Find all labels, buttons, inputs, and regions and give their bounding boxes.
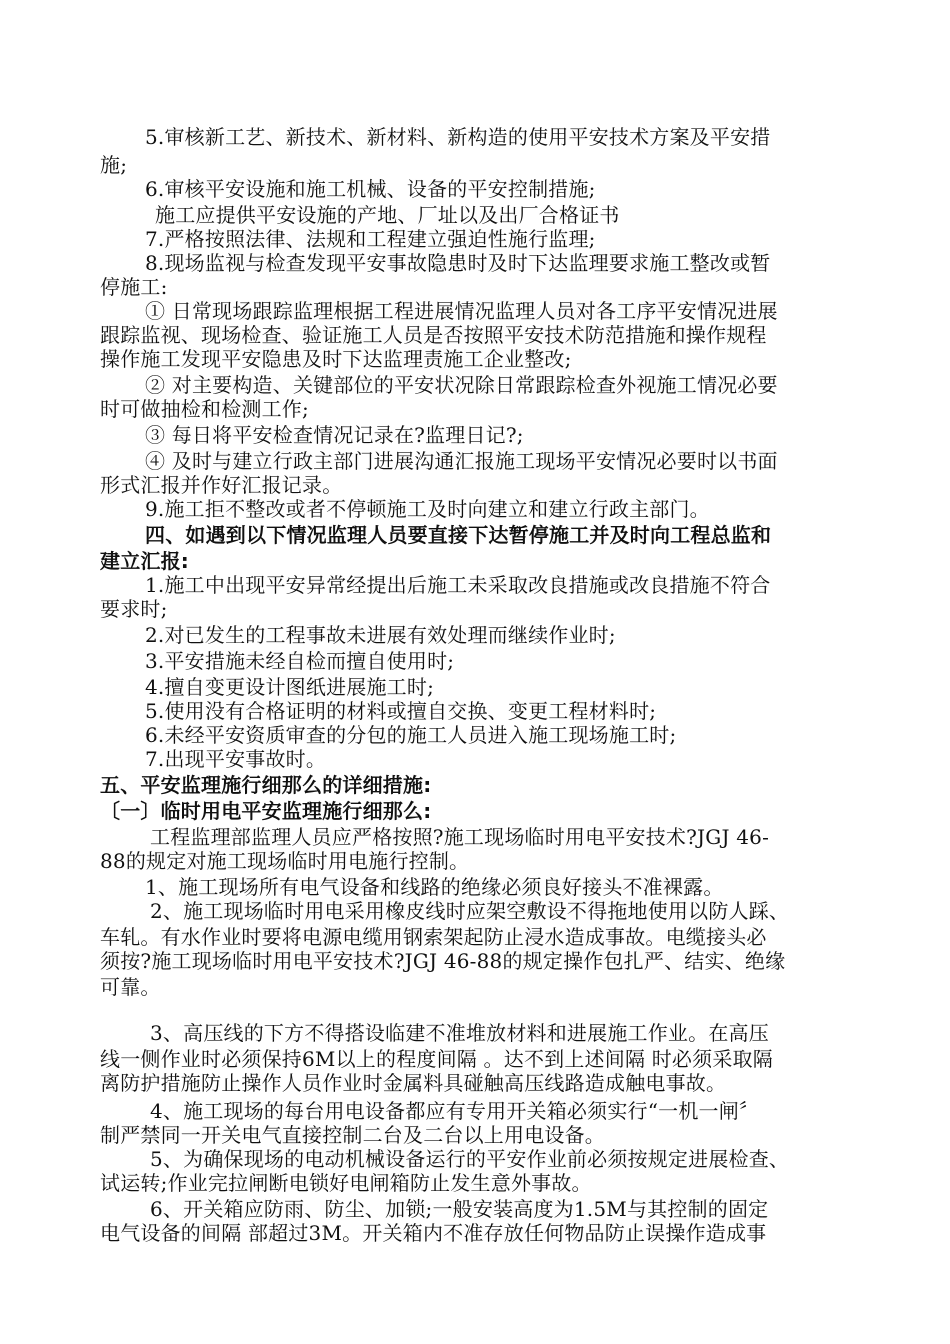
text-line: 试运转;作业完拉闸断电锁好电闸箱防止发生意外事故。 [100, 1171, 592, 1195]
text-line: 4、施工现场的每台用电设备都应有专用开关箱必须实行“一机一闸〞 [150, 1099, 760, 1123]
text-line: 施; [100, 153, 128, 177]
text-line: 制严禁同一开关电气直接控制二台及二台以上用电设备。 [100, 1123, 605, 1147]
text-line: ③ 每日将平安检查情况记录在?监理日记?; [145, 423, 524, 447]
text-line: 3、高压线的下方不得搭设临建不准堆放材料和进展施工作业。在高压 [150, 1021, 769, 1045]
text-line: 离防护措施防止操作人员作业时金属料具碰触高压线路造成触电事故。 [100, 1071, 727, 1095]
text-line: 可靠。 [100, 975, 161, 999]
section-heading: 四、如遇到以下情况监理人员要直接下达暂停施工并及时向工程总监和 [145, 523, 772, 547]
text-line: 3.平安措施未经自检而擅自使用时; [145, 649, 455, 673]
text-line: ② 对主要构造、关键部位的平安状况除日常跟踪检查外视施工情况必要 [145, 373, 778, 397]
section-heading: 建立汇报: [100, 549, 189, 573]
text-line: 5.审核新工艺、新技术、新材料、新构造的使用平安技术方案及平安措 [145, 125, 771, 149]
text-line: 7.严格按照法律、法规和工程建立强迫性施行监理; [145, 227, 596, 251]
text-line: 8.现场监视与检查发现平安事故隐患时及时下达监理要求施工整改或暂 [145, 251, 771, 275]
text-line: 5、为确保现场的电动机械设备运行的平安作业前必须按规定进展检查、 [150, 1147, 790, 1171]
text-line: 1、施工现场所有电气设备和线路的绝缘必须良好接头不准裸露。 [145, 875, 724, 899]
text-line: 工程监理部监理人员应严格按照?施工现场临时用电平安技术?JGJ 46- [150, 825, 770, 849]
text-line: 须按?施工现场临时用电平安技术?JGJ 46-88的规定操作包扎严、结实、绝缘 [100, 949, 786, 973]
section-heading: 五、平安监理施行细那么的详细措施: [100, 773, 432, 797]
text-line: 操作施工发现平安隐患及时下达监理责施工企业整改; [100, 347, 572, 371]
text-line: 4.擅自变更设计图纸进展施工时; [145, 675, 435, 699]
text-line: 2.对已发生的工程事故未进展有效处理而继续作业时; [145, 623, 616, 647]
text-line: 6.审核平安设施和施工机械、设备的平安控制措施; [145, 177, 596, 201]
text-line: 7.出现平安事故时。 [145, 747, 327, 771]
text-line: 6.未经平安资质审查的分包的施工人员进入施工现场施工时; [145, 723, 677, 747]
text-line: 6、开关箱应防雨、防尘、加锁;一般安装高度为1.5M与其控制的固定 [150, 1197, 769, 1221]
text-line: 要求时; [100, 597, 168, 621]
text-line: 形式汇报并作好汇报记录。 [100, 473, 343, 497]
text-line: 1.施工中出现平安异常经提出后施工未采取改良措施或改良措施不符合 [145, 573, 771, 597]
text-line: 电气设备的间隔 部超过3M。开关箱内不准存放任何物品防止误操作造成事 [100, 1221, 767, 1245]
text-line: 停施工: [100, 275, 168, 299]
text-line: 施工应提供平安设施的产地、厂址以及出厂合格证书 [155, 203, 620, 227]
text-line: ④ 及时与建立行政主部门进展沟通汇报施工现场平安情况必要时以书面 [145, 449, 778, 473]
subsection-heading: 〔一〕临时用电平安监理施行细那么: [100, 799, 432, 823]
text-line: 跟踪监视、现场检查、验证施工人员是否按照平安技术防范措施和操作规程 [100, 323, 767, 347]
text-line: 线一侧作业时必须保持6M以上的程度间隔 。达不到上述间隔 时必须采取隔 [100, 1047, 773, 1071]
text-line: ① 日常现场跟踪监理根据工程进展情况监理人员对各工序平安情况进展 [145, 299, 778, 323]
text-line: 88的规定对施工现场临时用电施行控制。 [100, 849, 470, 873]
text-line: 5.使用没有合格证明的材料或擅自交换、变更工程材料时; [145, 699, 657, 723]
text-line: 9.施工拒不整改或者不停顿施工及时向建立和建立行政主部门。 [145, 497, 710, 521]
text-line: 车轧。有水作业时要将电源电缆用钢索架起防止浸水造成事故。电缆接头必 [100, 925, 767, 949]
text-line: 2、施工现场临时用电采用橡皮线时应架空敷设不得拖地使用以防人踩、 [150, 899, 790, 923]
text-line: 时可做抽检和检测工作; [100, 397, 309, 421]
